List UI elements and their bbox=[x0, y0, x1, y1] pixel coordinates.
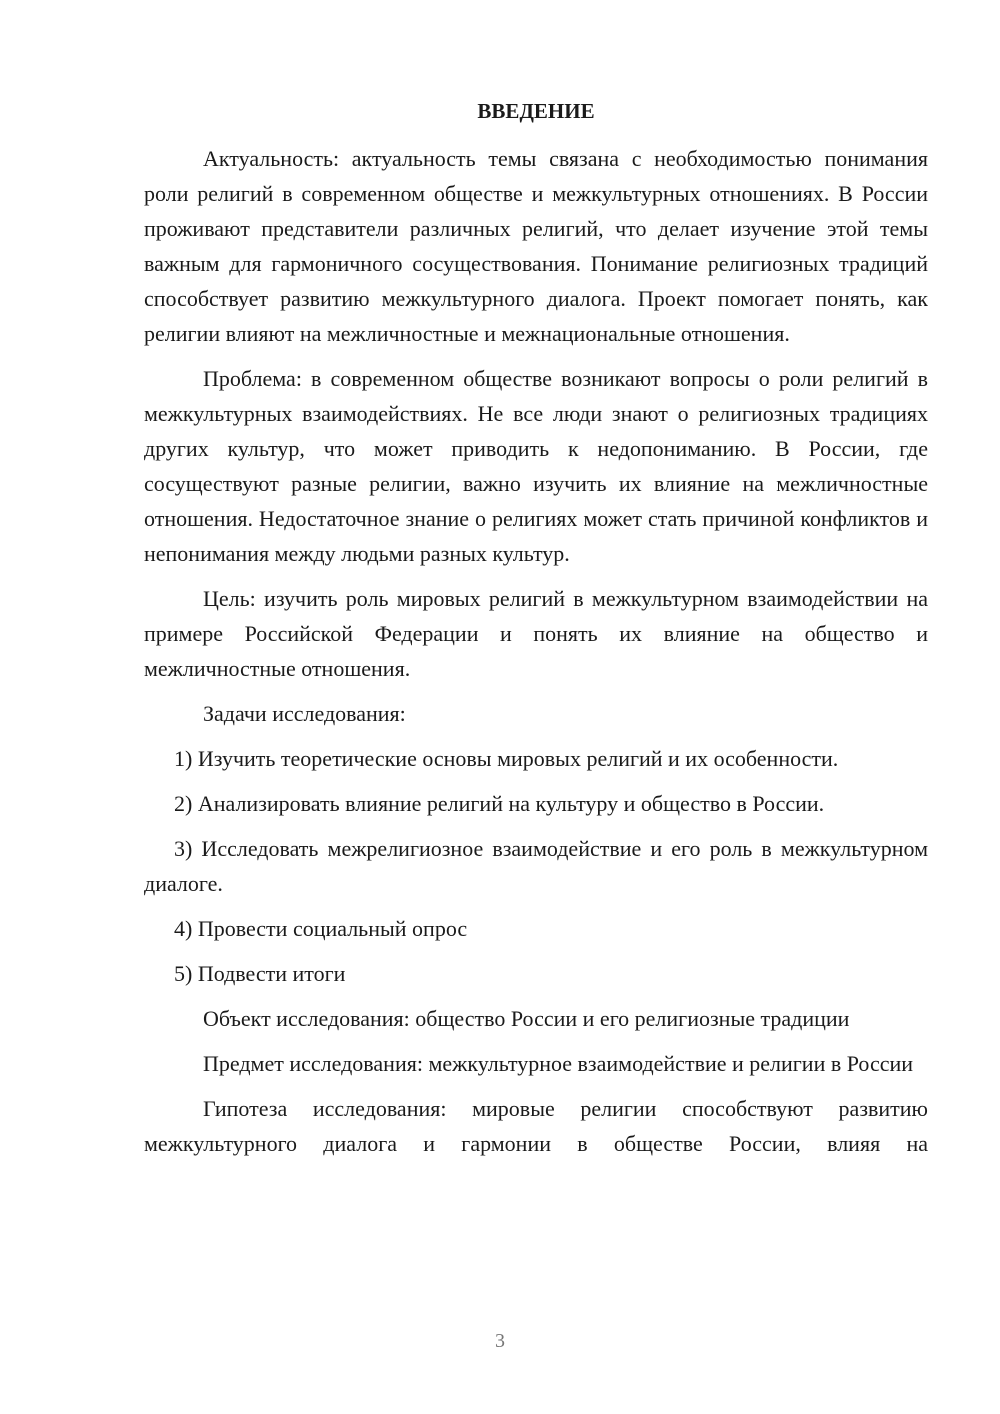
paragraph-hypothesis: Гипотеза исследования: мировые религии способствуют развитию межкультурного диалога и гармонии в обществе России, влияя на bbox=[144, 1096, 928, 1156]
tasks-heading: Задачи исследования: bbox=[203, 701, 406, 726]
task-item-3: 3) Исследовать межрелигиозное взаимодействие и его роль в межкультурном диалоге. bbox=[144, 836, 928, 896]
task-item-2: 2) Анализировать влияние религий на культуру и общество в России. bbox=[174, 791, 825, 816]
page-number: 3 bbox=[495, 1330, 505, 1352]
paragraph-relevance: Актуальность: актуальность темы связана с необходимостью понимания роли религий в современном обществе и межкультурных отношениях. В России проживают представители различных религий, что делает изучение этой темы важным для гармоничного сосуществования. Понимание религиозных традиций способствует развитию межкультурного диалога. Проект помогает понять, как религии влияют на межличностные и межнациональные отношения. bbox=[144, 146, 928, 346]
paragraph-object: Объект исследования: общество России и его религиозные традиции bbox=[203, 1006, 850, 1031]
task-item-4: 4) Провести социальный опрос bbox=[174, 916, 468, 941]
paragraph-goal: Цель: изучить роль мировых религий в межкультурном взаимодействии на примере Российской Федерации и понять их влияние на общество и межличностные отношения. bbox=[144, 586, 928, 681]
task-item-1: 1) Изучить теоретические основы мировых религий и их особенности. bbox=[174, 746, 839, 771]
section-title: ВВЕДЕНИЕ bbox=[477, 99, 595, 123]
paragraph-subject: Предмет исследования: межкультурное взаимодействие и религии в России bbox=[203, 1051, 914, 1076]
paragraph-problem: Проблема: в современном обществе возникают вопросы о роли религий в межкультурных взаимодействиях. Не все люди знают о религиозных традициях других культур, что может приводить к недопониманию. В России, где сосуществуют разные религии, важно изучить их влияние на межличностные отношения. Недостаточное знание о религиях может стать причиной конфликтов и непонимания между людьми разных культур. bbox=[144, 366, 928, 566]
document-page bbox=[144, 94, 928, 1161]
task-item-5: 5) Подвести итоги bbox=[174, 961, 346, 986]
